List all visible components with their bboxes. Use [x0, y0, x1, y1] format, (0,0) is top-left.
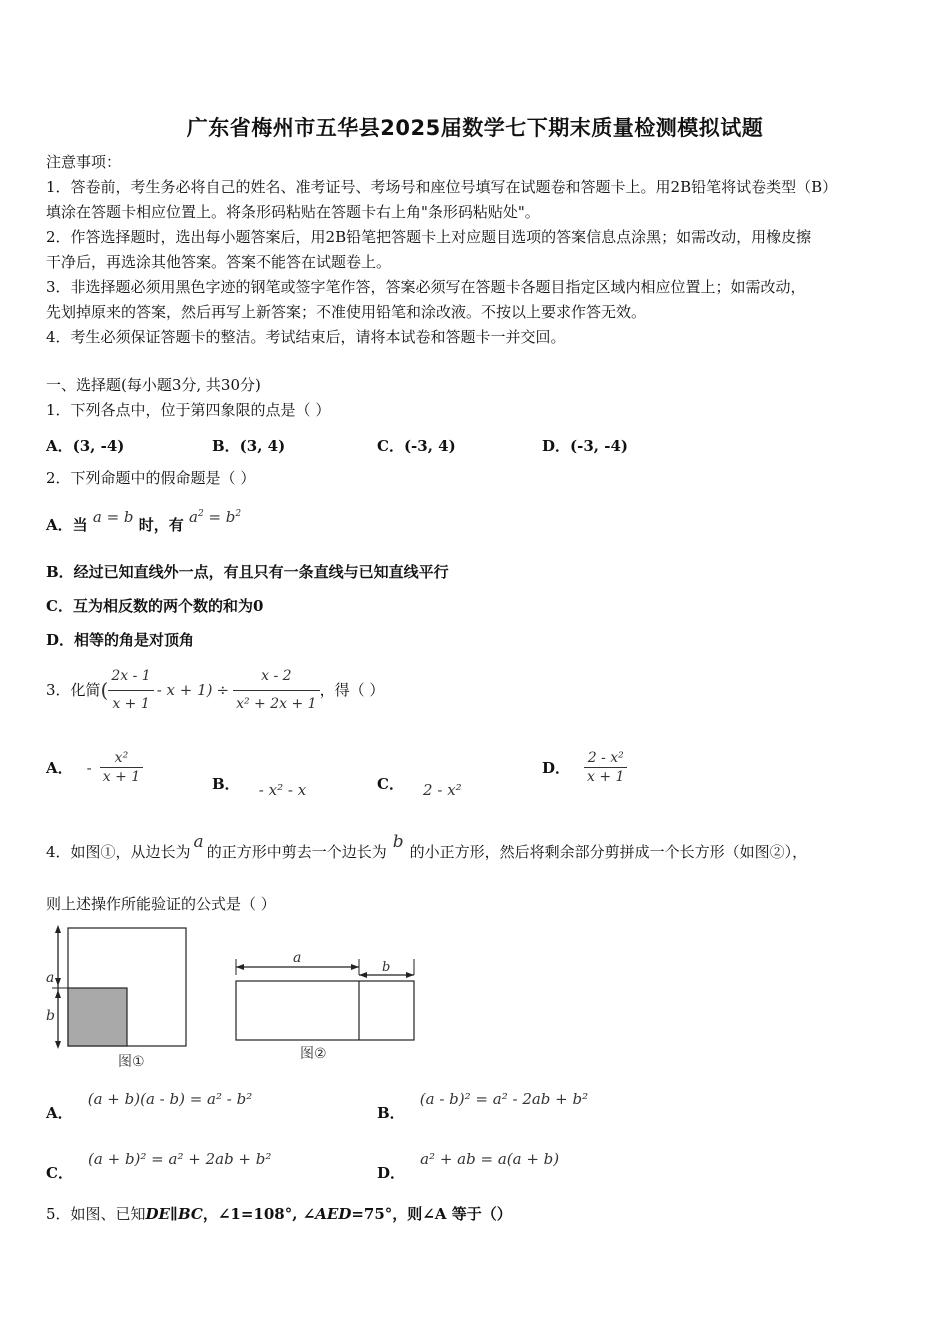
notes-heading: 注意事项：: [46, 153, 122, 171]
notes-line: 填涂在答题卡相应位置上。将条形码粘贴在答题卡右上角"条形码粘贴处"。: [46, 203, 540, 221]
figure-1: [40, 922, 200, 1072]
q2-a-prefix: A．当: [46, 516, 88, 534]
arrow-icon: [55, 978, 61, 986]
q3-fraction-2: $\frac{x - 2}{\text{x² + 2x + 1}}$: [233, 664, 319, 717]
arrow-icon: [359, 972, 367, 978]
q4-stem: 4．如图①，从边长为 a 的正方形中剪去一个边长为 b 的小正方形，然后将剩余部分剪拼成一个长方形（如图②），: [46, 832, 808, 861]
arrow-icon: [406, 972, 414, 978]
q4-option-a: A． (a + b)(a - b) = a² - b²: [46, 1090, 253, 1122]
q2-a-eq2: $a^2 = b^2$: [189, 508, 242, 526]
q3-fraction-1: $\frac{2x - 1}{x + 1}$: [108, 664, 153, 717]
page-title: 广东省梅州市五华县2025届数学七下期末质量检测模拟试题: [186, 116, 764, 140]
arrow-icon: [236, 964, 244, 970]
notes-line: 干净后，再选涂其他答案。答案不能答在试题卷上。: [46, 253, 392, 271]
q2-option-d: D．相等的角是对顶角: [46, 631, 195, 649]
notes-line: 2．作答选择题时，选出每小题答案后，用2B铅笔把答题卡上对应题目选项的答案信息点涂黑；如需改动，用橡皮擦: [46, 228, 812, 246]
q4-option-d: D． a² + ab = a(a + b): [377, 1150, 560, 1182]
notes-block: [46, 150, 904, 350]
q3-option-c: C． 2 - x²: [377, 775, 462, 799]
q4-option-b: B． (a - b)² = a² - 2ab + b²: [377, 1090, 589, 1122]
q3-stem: 3．化简 ( $\frac{2x - 1}{x + 1}$ - x + 1) ÷ $\frac{x - 2}{\text{x² + 2x + 1}}$ ，得（ ）: [46, 664, 384, 717]
q1-option-c: C．(-3, 4): [377, 437, 456, 455]
q3-div: ÷: [216, 681, 230, 699]
q1-option-d: D．(-3, -4): [542, 437, 628, 455]
small-square: [68, 988, 127, 1046]
q3-mid: - x + 1): [156, 681, 213, 699]
q3-suffix: ，得（ ）: [319, 681, 385, 699]
fig1-caption: 图①: [118, 1054, 145, 1070]
q4-option-c: C． (a + b)² = a² + 2ab + b²: [46, 1150, 272, 1182]
q2-a-eq1: a = b: [92, 508, 134, 526]
fig2-label-b: b: [382, 960, 391, 975]
q3-option-b: B． - x² - x: [212, 775, 307, 799]
q3-prefix: 3．化简: [46, 681, 101, 699]
q2-option-b: B．经过已知直线外一点，有且只有一条直线与已知直线平行: [46, 563, 449, 581]
q2-stem: 2．下列命题中的假命题是（ ）: [46, 469, 256, 487]
q2-option-a: [46, 508, 242, 535]
q3-option-a: A． - $\frac{\text{x²}}{x + 1}$: [46, 750, 143, 785]
q2-option-c: C．互为相反数的两个数的和为0: [46, 597, 264, 615]
notes-line: 1．答卷前，考生务必将自己的姓名、准考证号、考场号和座位号填写在试题卷和答题卡上。用2B铅笔将试卷类型（B）: [46, 178, 838, 196]
q3-option-d: D． $\frac{\text{2 - x²}}{x + 1}$: [542, 750, 627, 785]
arrow-icon: [55, 1041, 61, 1049]
q4-stem-line2: 则上述操作所能验证的公式是（ ）: [46, 895, 276, 913]
long-rectangle: [236, 981, 414, 1040]
notes-line: 4．考生必须保证答题卡的整洁。考试结束后，请将本试卷和答题卡一并交回。: [46, 328, 566, 346]
q1-option-a: A．(3, -4): [46, 437, 125, 455]
q1-stem: 1．下列各点中，位于第四象限的点是（ ）: [46, 401, 331, 419]
q5-stem: 5．如图、已知DE∥BC，∠1=108°, ∠AED=75°，则∠A 等于（）: [46, 1205, 512, 1223]
arrow-icon: [351, 964, 359, 970]
fig2-label-a: a: [293, 950, 302, 966]
q2-a-mid: 时，有: [138, 516, 184, 534]
arrow-icon: [55, 925, 61, 933]
notes-line: 3．非选择题必须用黑色字迹的钢笔或签字笔作答，答案必须写在答题卡各题目指定区域内相应位置上；如需改动，: [46, 278, 806, 296]
fig2-caption: 图②: [300, 1046, 327, 1062]
figure-2: [228, 945, 423, 1065]
section-heading: 一、选择题(每小题3分, 共30分): [46, 376, 261, 394]
fig1-label-a: a: [46, 970, 55, 986]
notes-line: 先划掉原来的答案，然后再写上新答案；不准使用铅笔和涂改液。不按以上要求作答无效。: [46, 303, 647, 321]
q1-option-b: B．(3, 4): [212, 437, 286, 455]
fig1-label-b: b: [46, 1008, 55, 1024]
arrow-icon: [55, 990, 61, 998]
